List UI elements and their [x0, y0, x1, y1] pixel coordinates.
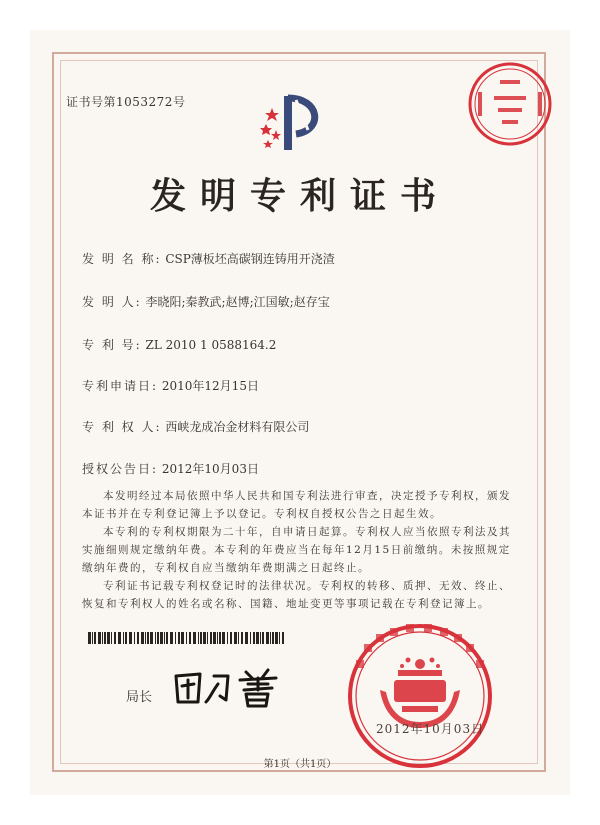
barcode-bar: [238, 632, 239, 644]
grant-date-value: 2012年10月03日: [161, 462, 259, 476]
certificate-body: [82, 487, 522, 613]
patent-number-label: 专 利 号:: [82, 338, 142, 352]
barcode-bar: [200, 632, 202, 644]
barcode-bar: [207, 632, 208, 644]
barcode-bar: [250, 632, 251, 644]
barcode-bar: [270, 632, 271, 644]
invention-name-label: 发 明 名 称:: [82, 252, 162, 266]
certificate-number: 证书号第1053272号: [66, 95, 186, 109]
barcode: [88, 632, 288, 644]
barcode-bar: [222, 632, 225, 644]
filing-date-label: 专利申请日:: [82, 379, 159, 393]
barcode-bar: [170, 632, 173, 644]
barcode-bar: [160, 632, 163, 644]
barcode-bar: [181, 632, 184, 644]
certificate-title: 发明专利证书: [149, 175, 450, 217]
barcode-bar: [245, 632, 248, 644]
body-paragraph: 本发明经过本局依照中华人民共和国专利法进行审查，决定授予专利权，颁发本证书并在专利登记簿上予以登记。专利权自授权公告之日起生效。: [82, 490, 511, 520]
barcode-bar: [256, 632, 259, 644]
invention-name-row: [82, 250, 335, 267]
filing-date-row: [82, 377, 259, 394]
body-paragraph: 专利证书记载专利权登记时的法律状况。专利权的转移、质押、无效、终止、恢复和专利权人的姓名或名称、国籍、地址变更等事项记载在专利登记簿上。: [82, 580, 511, 610]
barcode-bar: [98, 632, 101, 644]
patentee-label: 专 利 权 人:: [82, 420, 162, 434]
barcode-bar: [104, 632, 106, 644]
barcode-bar: [186, 632, 187, 644]
barcode-bar: [241, 632, 243, 644]
barcode-bar: [198, 632, 199, 644]
barcode-bar: [118, 632, 121, 644]
barcode-bar: [189, 632, 191, 644]
barcode-bar: [150, 632, 153, 644]
patentee-row: [82, 418, 309, 435]
barcode-bar: [145, 632, 146, 644]
inventors-row: [82, 293, 330, 310]
inventors-value: 李晓阳;秦教武;赵博;江国敏;赵存宝: [145, 295, 330, 309]
seal-date: 2012年10月03日: [376, 722, 485, 736]
barcode-bar: [94, 632, 96, 644]
barcode-bar: [88, 632, 91, 644]
patentee-value: 西峡龙成冶金材料有限公司: [165, 420, 310, 434]
barcode-bar: [175, 632, 176, 644]
grant-date-row: [82, 460, 259, 477]
barcode-bar: [125, 632, 127, 644]
barcode-bar: [227, 632, 228, 644]
barcode-bar: [147, 632, 149, 644]
grant-date-label: 授权公告日:: [82, 462, 159, 476]
barcode-bar: [157, 632, 159, 644]
barcode-bar: [253, 632, 255, 644]
barcode-bar: [92, 632, 93, 644]
body-paragraph: 本专利的专利权期限为二十年，自申请日起算。专利权人应当依照专利法及其实施细则规定缴纳年费。本专利的年费应当在每年12月15日前缴纳。未按照规定缴纳年费的，专利权自应当缴纳年费期满之日起终止。: [82, 526, 511, 574]
barcode-bar: [134, 632, 135, 644]
patent-number-value: ZL 2010 1 0588164.2: [145, 338, 277, 352]
barcode-bar: [141, 632, 144, 644]
barcode-bar: [129, 632, 132, 644]
barcode-bar: [203, 632, 206, 644]
barcode-bar: [107, 632, 110, 644]
director-signature: [168, 662, 288, 712]
barcode-bar: [164, 632, 165, 644]
agency-stamp: [464, 58, 556, 150]
director-label: 局长: [126, 690, 153, 705]
barcode-bar: [282, 632, 284, 644]
barcode-bar: [262, 632, 264, 644]
barcode-bar: [155, 632, 156, 644]
barcode-bar: [279, 632, 280, 644]
barcode-bar: [275, 632, 278, 644]
inventors-label: 发 明 人:: [82, 295, 142, 309]
barcode-bar: [230, 632, 232, 644]
patent-office-logo: [258, 90, 328, 160]
barcode-bar: [260, 632, 261, 644]
filing-date-value: 2010年12月15日: [161, 379, 259, 393]
barcode-bar: [234, 632, 237, 644]
barcode-bar: [166, 632, 168, 644]
barcode-bar: [111, 632, 112, 644]
barcode-bar: [272, 632, 274, 644]
patent-number-row: [82, 336, 276, 353]
barcode-bar: [219, 632, 221, 644]
barcode-bar: [137, 632, 139, 644]
barcode-bar: [123, 632, 124, 644]
barcode-bar: [114, 632, 116, 644]
barcode-bar: [178, 632, 180, 644]
barcode-bar: [102, 632, 103, 644]
invention-name-value: CSP薄板坯高碳钢连铸用开浇渣: [165, 252, 335, 266]
barcode-bar: [210, 632, 212, 644]
barcode-bar: [193, 632, 196, 644]
national-ip-office-seal: [340, 620, 500, 770]
barcode-bar: [266, 632, 269, 644]
page-number: 第1页（共1页）: [263, 759, 337, 770]
barcode-bar: [213, 632, 216, 644]
barcode-bar: [217, 632, 218, 644]
